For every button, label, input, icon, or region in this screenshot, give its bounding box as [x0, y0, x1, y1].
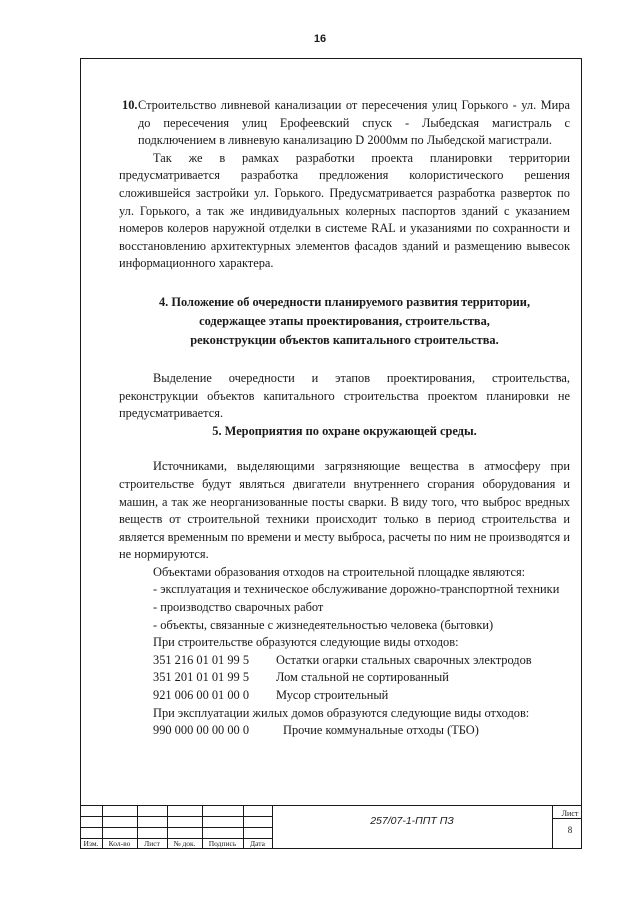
operation-waste-intro: При эксплуатации жилых домов образуются следующие виды отходов:	[153, 705, 530, 720]
waste-code: 990 000 00 00 00 0	[153, 723, 250, 738]
waste-sources-intro: Объектами образования отходов на строительной площадке являются:	[153, 564, 526, 579]
section-4-heading-line-1: 4. Положение об очередности планируемого развития территории,	[158, 294, 531, 309]
waste-row	[119, 669, 570, 687]
list-item-text: Строительство ливневой канализации от пересечения улиц Горького - ул. Мира до пересечения улиц Ерофеевский спуск - Лыбедская магистраль с подключением в ливневую канализацию D 2000мм по Лыбедской магистрали.	[138, 98, 570, 148]
waste-source-2: - производство сварочных работ	[153, 600, 324, 615]
title-block-col-line	[272, 805, 273, 849]
section-5-paragraph: Источниками, выделяющими загрязняющие вещества в атмосферу при строительстве будут являться двигатели внутреннего сгорания оборудования и машин, а так же неорганизованные посты сварки. В виду того, что выброс вредных веществ от строительной техники происходит только в период строительства и является временным по времени и месту выброса, расчеты по ним не производятся и не нормируются.	[119, 459, 570, 562]
waste-source-1: - эксплуатация и техническое обслуживание дорожно-транспортной техники	[153, 582, 560, 597]
section-4-text: Выделение очередности и этапов проектирования, строительства, реконструкции объектов капитального строительства проектом планировки не предусматривается.	[119, 370, 570, 421]
document-code: 257/07-1-ППТ ПЗ	[370, 815, 454, 827]
waste-code: 351 201 01 01 99 5	[153, 670, 250, 685]
section-4-heading	[119, 293, 570, 350]
sheet-label: Лист	[561, 809, 579, 818]
waste-name: Мусор строительный	[276, 688, 389, 703]
stamp-col-label: № док.	[173, 839, 196, 848]
waste-row	[119, 652, 570, 670]
sheet-number: 8	[567, 825, 573, 835]
page-number: 16	[313, 33, 327, 45]
section-5-heading: 5. Мероприятия по охране окружающей среды.	[212, 423, 477, 438]
title-block-col-line	[552, 805, 553, 849]
section-4-heading-line-2: содержащее этапы проектирования, строительства,	[199, 313, 490, 328]
title-block	[80, 805, 582, 849]
page-frame	[80, 58, 582, 849]
waste-name: Прочие коммунальные отходы (ТБО)	[283, 723, 479, 738]
stamp-col-label: Лист	[144, 839, 160, 848]
waste-source-3: - объекты, связанные с жизнедеятельностью человека (бытовки)	[153, 617, 494, 632]
construction-waste-intro: При строительстве образуются следующие виды отходов:	[153, 635, 459, 650]
stamp-col-label: Подпись	[208, 839, 237, 848]
list-item-number: 10.	[122, 98, 138, 112]
stamp-col-label: Кол-во	[108, 839, 131, 848]
section-4-heading-line-3: реконструкции объектов капитального строительства.	[190, 332, 499, 347]
waste-name: Лом стальной не сортированный	[276, 670, 449, 685]
title-block-top-border	[80, 805, 582, 806]
waste-row	[119, 687, 570, 705]
waste-code: 351 216 01 01 99 5	[153, 652, 250, 667]
waste-row	[119, 722, 570, 740]
document-body	[119, 97, 570, 740]
paragraph-facades: Так же в рамках разработки проекта планировки территории предусматривается разработка предложения колористического решения сложившейся застройки ул. Горького. Предусматривается разработка разверток по ул. Горького, а так же индивидуальных колерных паспортов зданий с указанием номеров колеров наружной отделки в системе RAL и указаниями по сохранности и восстановлению архитектурных элементов фасадов зданий и размещению вывесок информационного характера.	[119, 150, 570, 271]
list-item-10	[119, 97, 570, 150]
stamp-col-label: Дата	[250, 839, 265, 848]
stamp-col-label: Изм.	[83, 839, 99, 848]
title-block-sheet-line	[552, 818, 582, 819]
waste-code: 921 006 00 01 00 0	[153, 688, 250, 703]
waste-name: Остатки огарки стальных сварочных электродов	[276, 652, 532, 667]
